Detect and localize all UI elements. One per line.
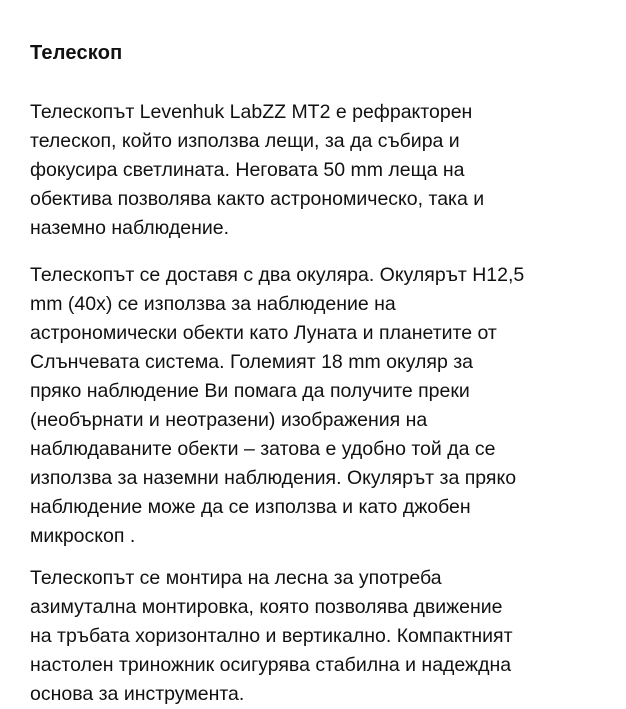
paragraph-mount	[30, 564, 513, 709]
text-line: обектива позволява както астрономическо, така и	[30, 188, 485, 210]
text-line: Слънчевата система. Големият 18 mm окуляр за	[30, 351, 474, 373]
text-line: фокусира светлината. Неговата 50 mm леща на	[30, 159, 465, 181]
text-line: (необърнати и неотразени) изображения на	[30, 409, 428, 431]
text-line: пряко наблюдение Ви помага да получите преки	[30, 380, 470, 402]
text-line: телескоп, който използва лещи, за да събира и	[30, 130, 460, 152]
text-line: азимутална монтировка, която позволява движение	[30, 596, 503, 618]
text-line: на тръбата хоризонтално и вертикално. Компактният	[30, 625, 513, 647]
text-line: mm (40x) се използва за наблюдение на	[30, 293, 396, 315]
text-line: наземно наблюдение.	[30, 217, 230, 239]
section-title: Телескоп	[30, 42, 123, 64]
text-line: използва за наземни наблюдения. Окулярът за пряко	[30, 467, 517, 489]
paragraph-eyepieces	[30, 261, 524, 551]
text-line: Телескопът се доставя с два окуляра. Окулярът H12,5	[30, 264, 525, 286]
text-line: наблюдение може да се използва и като джобен	[30, 496, 471, 518]
paragraph-intro	[30, 98, 484, 243]
text-line: основа за инструмента.	[30, 683, 245, 705]
text-line: микроскоп .	[30, 525, 136, 547]
text-line: Телескопът се монтира на лесна за употреба	[30, 567, 442, 589]
text-line: наблюдаваните обекти – затова е удобно той да се	[30, 438, 496, 460]
text-line: астрономически обекти като Луната и планетите от	[30, 322, 497, 344]
text-line: настолен триножник осигурява стабилна и надеждна	[30, 654, 512, 676]
text-line: Телескопът Levenhuk LabZZ MT2 е рефракторен	[30, 101, 473, 123]
